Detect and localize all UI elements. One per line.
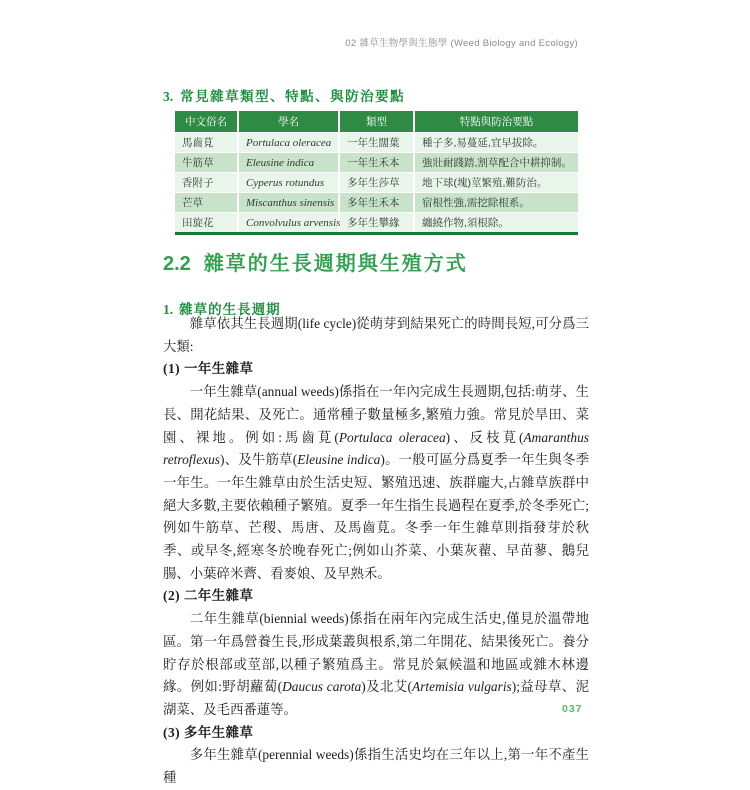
table-row bbox=[175, 192, 578, 212]
section-2-2-title: 雜草的生長週期與生殖方式 bbox=[203, 253, 468, 275]
cell-latin-name: Convolvulus arvensis bbox=[237, 212, 338, 232]
cell-notes: 纏繞作物,須根除。 bbox=[413, 212, 578, 232]
column-header-latin-name: 學名 bbox=[237, 111, 338, 132]
column-header-type: 類型 bbox=[338, 111, 413, 132]
running-header: 02 雜草生物學與生態學 (Weed Biology and Ecology) bbox=[345, 38, 578, 49]
cell-notes: 宿根性強,需挖除根系。 bbox=[413, 192, 578, 212]
paragraph-annual: 一年生雜草(annual weeds)係指在一年內完成生長週期,包括:萌芽、生長、開花結果、及死亡。通常種子數量極多,繁殖力強。常見於旱田、菜園、裸地。例如:馬齒莧(Portulaca oleracea)、反枝莧(Amaranthus retroflexus)、及牛筋草(Eleusine indica)。一般可區分爲夏季一年生與冬季一年生。一年生雜草由於生活史短、繁殖迅速、族群龐大,占雜草族群中絕大多數,主要依賴種子繁殖。夏季一年生指生長過程在夏季,於冬季死亡;例如牛筋草、芒稷、馬唐、及馬齒莧。冬季一年生雜草則指發芽於秋季、或早冬,經寒冬於晚春死亡;例如山芥菜、小葉灰藋、早苗蓼、鵝兒腸、小葉碎米薺、看麥娘、及早熟禾。 bbox=[163, 384, 589, 581]
column-header-chinese-name: 中文俗名 bbox=[175, 111, 237, 132]
section-3-number: 3. bbox=[163, 89, 174, 104]
cell-chinese-name: 牛筋草 bbox=[175, 152, 237, 172]
table-header-row bbox=[175, 111, 578, 132]
table-row bbox=[175, 152, 578, 172]
section-2-2-number: 2.2 bbox=[163, 253, 191, 275]
subsection-1-number: 1. bbox=[163, 302, 174, 317]
section-2-2-heading bbox=[163, 247, 468, 276]
table-row bbox=[175, 212, 578, 232]
cell-notes: 種子多,易蔓延,宜早拔除。 bbox=[413, 132, 578, 152]
cell-type: 多年生禾本 bbox=[338, 192, 413, 212]
cell-chinese-name: 香附子 bbox=[175, 172, 237, 192]
cell-type: 多年生攀緣 bbox=[338, 212, 413, 232]
cell-chinese-name: 芒草 bbox=[175, 192, 237, 212]
subsection-1-title: 雜草的生長週期 bbox=[179, 302, 281, 317]
cell-latin-name: Miscanthus sinensis bbox=[237, 192, 338, 212]
intro-paragraph: 雜草依其生長週期(life cycle)從萌芽到結果死亡的時間長短,可分爲三大類: bbox=[163, 316, 589, 354]
section-3-heading bbox=[163, 85, 405, 105]
column-header-notes: 特點與防治要點 bbox=[413, 111, 578, 132]
cell-type: 一年生闊葉 bbox=[338, 132, 413, 152]
page-number: 037 bbox=[562, 703, 583, 715]
cell-type: 多年生莎草 bbox=[338, 172, 413, 192]
cell-latin-name: Portulaca oleracea bbox=[237, 132, 338, 152]
table-row bbox=[175, 172, 578, 192]
cell-chinese-name: 田旋花 bbox=[175, 212, 237, 232]
cell-type: 一年生禾本 bbox=[338, 152, 413, 172]
item-heading-perennial: (3) 多年生雜草 bbox=[163, 724, 254, 740]
paragraph-perennial: 多年生雜草(perennial weeds)係指生活史均在三年以上,第一年不產生種 bbox=[163, 747, 589, 786]
cell-latin-name: Cyperus rotundus bbox=[237, 172, 338, 192]
table-row bbox=[175, 132, 578, 152]
body-text bbox=[163, 313, 589, 790]
item-heading-annual: (1) 一年生雜草 bbox=[163, 361, 254, 377]
weed-table bbox=[175, 111, 578, 235]
cell-notes: 強壯耐踐踏,割草配合中耕抑制。 bbox=[413, 152, 578, 172]
item-heading-biennial: (2) 二年生雜草 bbox=[163, 588, 254, 604]
section-3-title: 常見雜草類型、特點、與防治要點 bbox=[180, 89, 406, 104]
cell-latin-name: Eleusine indica bbox=[237, 152, 338, 172]
cell-chinese-name: 馬齒莧 bbox=[175, 132, 237, 152]
paragraph-biennial: 二年生雜草(biennial weeds)係指在兩年內完成生活史,僅見於溫帶地區。第一年爲營養生長,形成葉叢與根系,第二年開花、結果後死亡。養分貯存於根部或莖部,以種子繁殖爲主。常見於氣候溫和地區或雜木林邊緣。例如:野胡蘿蔔(Daucus carota)及北艾(Artemisia vulgaris);益母草、泥湖菜、及毛西番蓮等。 bbox=[163, 611, 589, 717]
cell-notes: 地下球(塊)莖繁殖,難防治。 bbox=[413, 172, 578, 192]
